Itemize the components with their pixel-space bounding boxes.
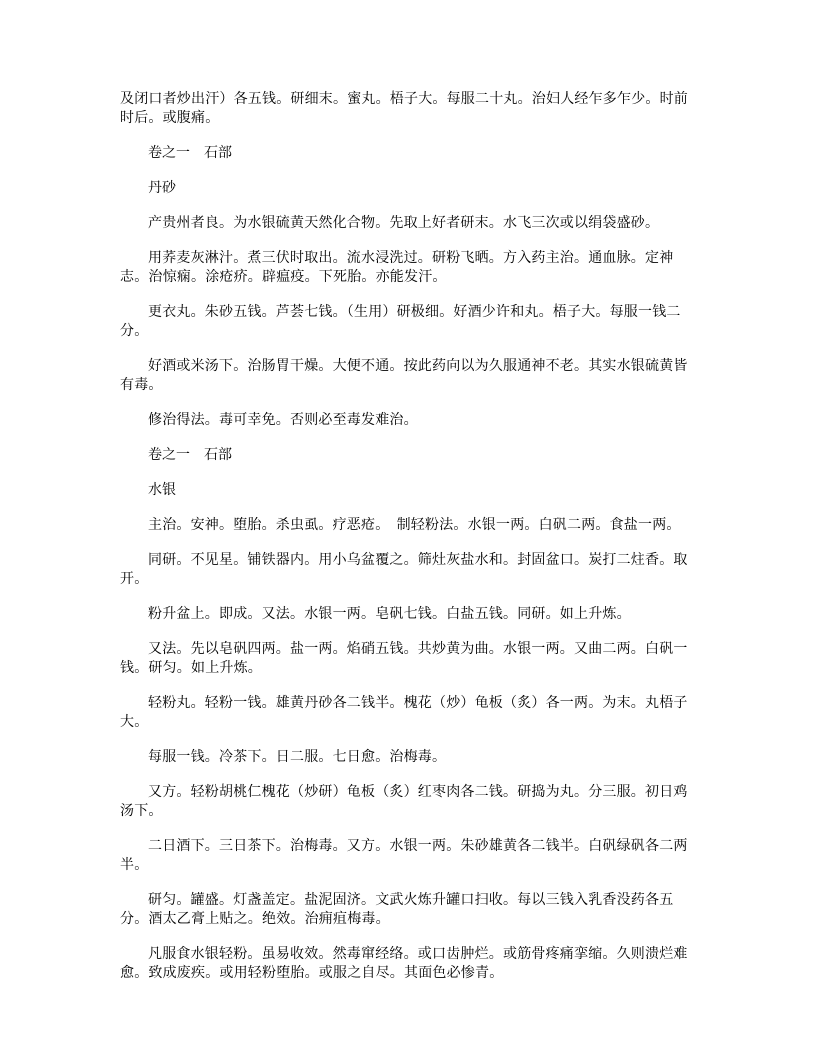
- paragraph: 用荞麦灰淋汁。煮三伏时取出。流水浸洗过。研粉飞晒。方入药主治。通血脉。定神志。治惊痫。涂疮疥。辟瘟疫。下死胎。亦能发汗。: [120, 250, 674, 285]
- entry-title-shuiyin: 水银: [148, 482, 176, 498]
- paragraph: 粉升盆上。即成。又法。水银一两。皂矾七钱。白盐五钱。同研。如上升炼。: [148, 606, 631, 622]
- paragraph: 产贵州者良。为水银硫黄天然化合物。先取上好者研末。水飞三次或以绢袋盛砂。: [148, 215, 660, 231]
- paragraph: 每服一钱。冷茶下。日二服。七日愈。治梅毒。: [148, 749, 447, 765]
- paragraph: 又法。先以皂矾四两。盐一两。焰硝五钱。共炒黄为曲。水银一两。又曲二两。白矾一钱。研匀。如上升炼。: [120, 641, 688, 676]
- paragraph: 二日酒下。三日茶下。治梅毒。又方。水银一两。朱砂雄黄各二钱半。白矾绿矾各二两半。: [120, 838, 688, 873]
- entry-title-dansha: 丹砂: [148, 180, 176, 196]
- document-body: [120, 90, 700, 999]
- paragraph: 好酒或米汤下。治肠胃干燥。大便不通。按此药向以为久服通神不老。其实水银硫黄皆有毒。: [120, 358, 688, 393]
- paragraph: 更衣丸。朱砂五钱。芦荟七钱。（生用）研极细。好酒少许和丸。梧子大。每服一钱二分。: [120, 304, 681, 339]
- paragraph: 主治。安神。堕胎。杀虫虱。疗恶疮。 制轻粉法。水银一两。白矾二两。食盐一两。: [148, 517, 681, 533]
- paragraph: 修治得法。毒可幸免。否则必至毒发难治。: [148, 412, 418, 428]
- section-heading: 卷之一 石部: [148, 447, 232, 463]
- paragraph: 轻粉丸。轻粉一钱。雄黄丹砂各二钱半。槐花（炒）龟板（炙）各一两。为末。丸梧子大。: [120, 695, 688, 730]
- paragraph: 凡服食水银轻粉。虽易收效。然毒窜经络。或口齿肿烂。或筋骨疼痛挛缩。久则溃烂难愈。致成废疾。或用轻粉堕胎。或服之自尽。其面色必惨青。: [120, 946, 688, 981]
- paragraph: 同研。不见星。铺铁器内。用小乌盆覆之。筛灶灰盐水和。封固盆口。炭打二炷香。取开。: [120, 552, 688, 587]
- paragraph-continued: 及闭口者炒出汗）各五钱。研细末。蜜丸。梧子大。每服二十丸。治妇人经乍多乍少。时前时后。或腹痛。: [120, 91, 688, 126]
- paragraph: 研匀。罐盛。灯盏盖定。盐泥固济。文武火炼升罐口扫收。每以三钱入乳香没药各五分。酒太乙膏上贴之。绝效。治痈疽梅毒。: [120, 892, 674, 927]
- paragraph: 又方。轻粉胡桃仁槐花（炒研）龟板（炙）红枣肉各二钱。研捣为丸。分三服。初日鸡汤下。: [120, 784, 688, 819]
- section-heading: 卷之一 石部: [148, 145, 232, 161]
